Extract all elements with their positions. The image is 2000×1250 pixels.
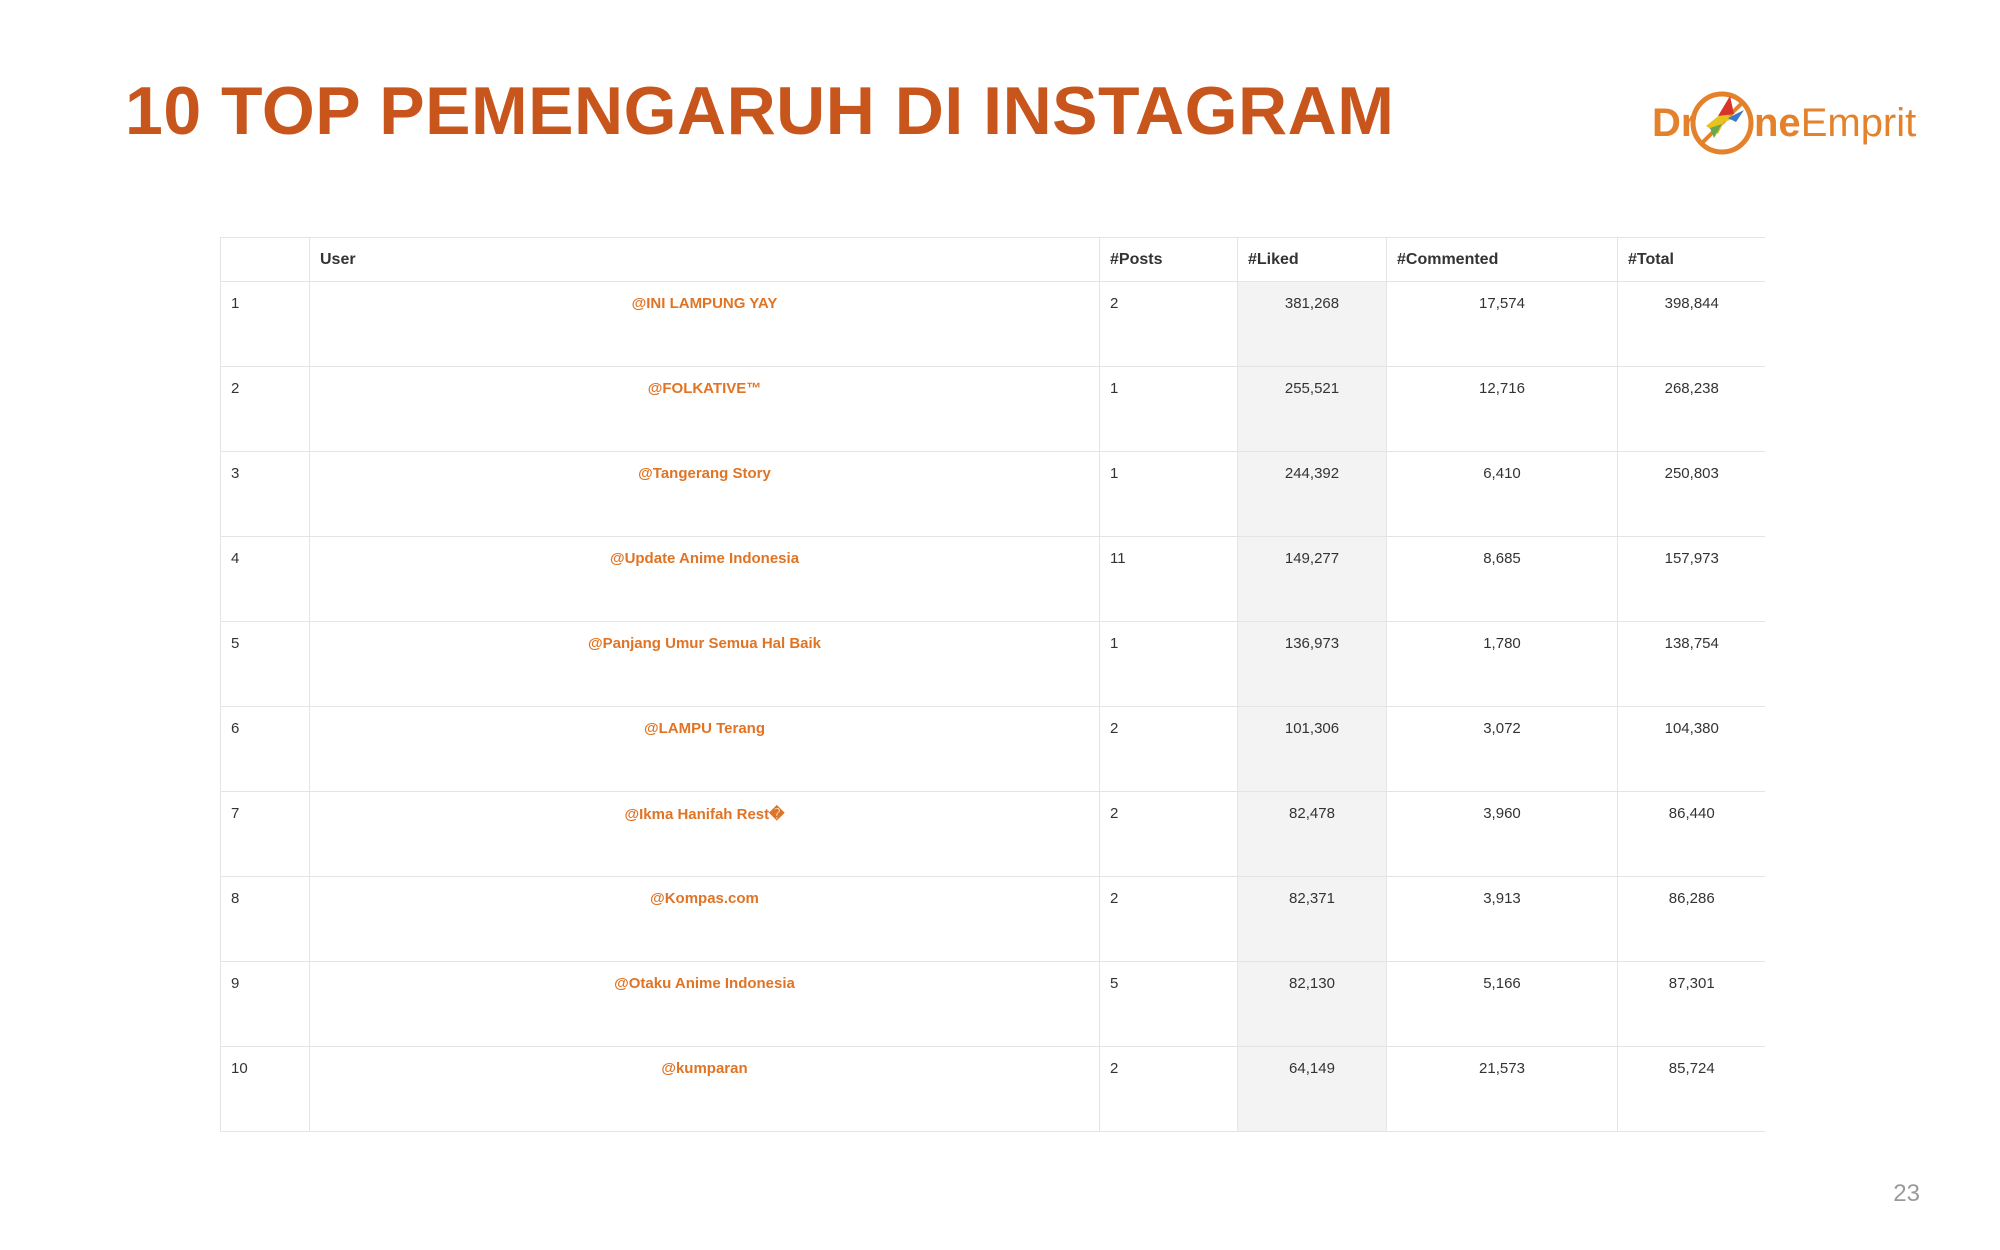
total-cell: 86,286 [1618, 877, 1766, 962]
logo-text-left: Dr [1652, 101, 1697, 145]
user-link[interactable]: @INI LAMPUNG YAY [310, 282, 1100, 367]
liked-cell: 381,268 [1238, 282, 1387, 367]
liked-cell: 82,371 [1238, 877, 1387, 962]
liked-cell: 82,130 [1238, 962, 1387, 1047]
user-link[interactable]: @Update Anime Indonesia [310, 537, 1100, 622]
commented-cell: 3,072 [1387, 707, 1618, 792]
total-cell: 250,803 [1618, 452, 1766, 537]
table-row [221, 537, 1766, 622]
table-row [221, 622, 1766, 707]
liked-cell: 64,149 [1238, 1047, 1387, 1132]
commented-cell: 8,685 [1387, 537, 1618, 622]
table-row [221, 1047, 1766, 1132]
user-link[interactable]: @Ikma Hanifah Rest� [310, 792, 1100, 877]
user-link[interactable]: @Tangerang Story [310, 452, 1100, 537]
rank-cell: 1 [221, 282, 310, 367]
commented-cell: 3,960 [1387, 792, 1618, 877]
posts-cell: 11 [1100, 537, 1238, 622]
total-cell: 86,440 [1618, 792, 1766, 877]
liked-cell: 255,521 [1238, 367, 1387, 452]
posts-cell: 2 [1100, 877, 1238, 962]
table-row [221, 877, 1766, 962]
commented-cell: 12,716 [1387, 367, 1618, 452]
commented-cell: 6,410 [1387, 452, 1618, 537]
user-link[interactable]: @FOLKATIVE™ [310, 367, 1100, 452]
total-cell: 157,973 [1618, 537, 1766, 622]
liked-cell: 136,973 [1238, 622, 1387, 707]
posts-cell: 2 [1100, 792, 1238, 877]
posts-cell: 2 [1100, 1047, 1238, 1132]
influencer-table-container [220, 237, 1765, 1133]
posts-cell: 2 [1100, 282, 1238, 367]
header-rank [221, 238, 310, 282]
commented-cell: 1,780 [1387, 622, 1618, 707]
total-cell: 85,724 [1618, 1047, 1766, 1132]
rank-cell: 8 [221, 877, 310, 962]
user-link[interactable]: @LAMPU Terang [310, 707, 1100, 792]
table-row [221, 707, 1766, 792]
header-liked: #Liked [1238, 238, 1387, 282]
posts-cell: 5 [1100, 962, 1238, 1047]
posts-cell: 2 [1100, 707, 1238, 792]
table-row [221, 452, 1766, 537]
total-cell: 138,754 [1618, 622, 1766, 707]
commented-cell: 3,913 [1387, 877, 1618, 962]
liked-cell: 101,306 [1238, 707, 1387, 792]
rank-cell: 5 [221, 622, 310, 707]
commented-cell: 17,574 [1387, 282, 1618, 367]
table-header-row [221, 238, 1766, 282]
header-commented: #Commented [1387, 238, 1618, 282]
rank-cell: 7 [221, 792, 310, 877]
liked-cell: 149,277 [1238, 537, 1387, 622]
table-row [221, 282, 1766, 367]
rank-cell: 4 [221, 537, 310, 622]
user-link[interactable]: @Panjang Umur Semua Hal Baik [310, 622, 1100, 707]
page-number: 23 [1893, 1180, 1920, 1207]
rank-cell: 3 [221, 452, 310, 537]
header-posts: #Posts [1100, 238, 1238, 282]
total-cell: 268,238 [1618, 367, 1766, 452]
table-row [221, 962, 1766, 1047]
rank-cell: 10 [221, 1047, 310, 1132]
rank-cell: 6 [221, 707, 310, 792]
header-user: User [310, 238, 1100, 282]
logo-text-right: neEmprit [1754, 101, 1917, 145]
table-row [221, 367, 1766, 452]
commented-cell: 5,166 [1387, 962, 1618, 1047]
posts-cell: 1 [1100, 367, 1238, 452]
liked-cell: 244,392 [1238, 452, 1387, 537]
bird-target-icon [1693, 94, 1751, 152]
posts-cell: 1 [1100, 452, 1238, 537]
total-cell: 104,380 [1618, 707, 1766, 792]
commented-cell: 21,573 [1387, 1047, 1618, 1132]
user-link[interactable]: @Otaku Anime Indonesia [310, 962, 1100, 1047]
rank-cell: 9 [221, 962, 310, 1047]
user-link[interactable]: @kumparan [310, 1047, 1100, 1132]
user-link[interactable]: @Kompas.com [310, 877, 1100, 962]
table-row [221, 792, 1766, 877]
liked-cell: 82,478 [1238, 792, 1387, 877]
header-total: #Total [1618, 238, 1766, 282]
rank-cell: 2 [221, 367, 310, 452]
drone-emprit-logo [1652, 88, 1932, 168]
posts-cell: 1 [1100, 622, 1238, 707]
influencer-table [220, 237, 1765, 1132]
total-cell: 87,301 [1618, 962, 1766, 1047]
total-cell: 398,844 [1618, 282, 1766, 367]
page-title: 10 TOP PEMENGARUH DI INSTAGRAM [125, 73, 1395, 149]
